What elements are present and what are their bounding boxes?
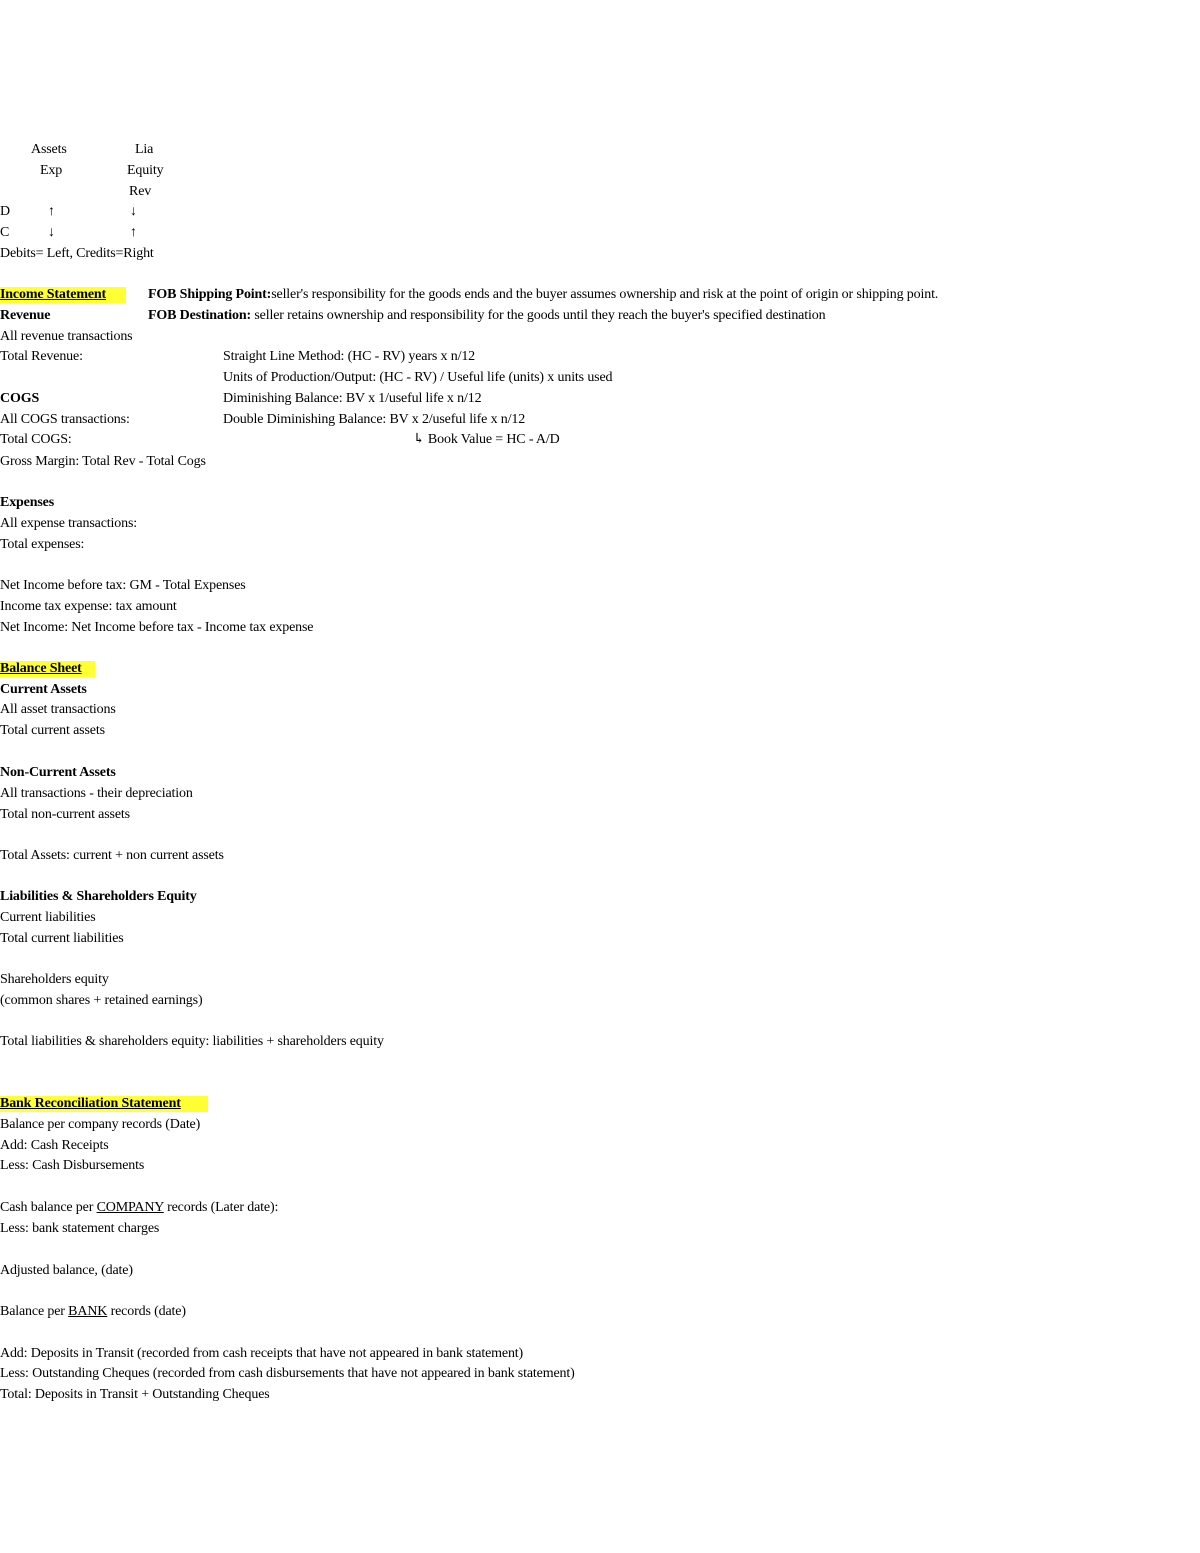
- depreciation-double-diminishing: Double Diminishing Balance: BV x 2/useful life x n/12: [223, 412, 526, 427]
- total-current-liabilities: Total current liabilities: [0, 931, 124, 946]
- net-income: Net Income: Net Income before tax - Income tax expense: [0, 620, 314, 635]
- tchart-assets-label: Assets: [31, 142, 67, 157]
- tchart-lia-label: Lia: [135, 142, 154, 157]
- tchart-rule: Debits= Left, Credits=Right: [0, 246, 154, 261]
- tchart-debit-lia-arrow: ↓: [130, 204, 137, 219]
- total-revenue: Total Revenue:: [0, 349, 83, 364]
- add-deposits-in-transit: Add: Deposits in Transit (recorded from cash receipts that have not appeared in bank statement): [0, 1346, 524, 1361]
- total-assets: Total Assets: current + non current assets: [0, 848, 224, 863]
- revenue-heading: Revenue: [0, 308, 51, 323]
- cogs-heading: COGS: [0, 391, 40, 406]
- expenses-heading: Expenses: [0, 495, 55, 510]
- non-current-assets-heading: Non-Current Assets: [0, 765, 116, 780]
- balance-bank-prefix: Balance per: [0, 1304, 69, 1319]
- cogs-items: All COGS transactions:: [0, 412, 130, 427]
- fob-destination: [148, 308, 825, 324]
- balance-sheet-heading: Balance Sheet: [0, 661, 82, 676]
- fob-destination-text: seller retains ownership and responsibility for the goods until they reach the buyer's specified destination: [254, 308, 826, 323]
- depreciation-units-of-production: Units of Production/Output: (HC - RV) / Useful life (units) x units used: [223, 370, 613, 385]
- balance-bank-suffix: records (date): [107, 1304, 186, 1319]
- tchart-exp-label: Exp: [40, 163, 63, 178]
- income-tax-expense: Income tax expense: tax amount: [0, 599, 177, 614]
- company-word: COMPANY: [96, 1200, 164, 1215]
- less-cash-disbursements: Less: Cash Disbursements: [0, 1158, 145, 1173]
- adjusted-balance: Adjusted balance, (date): [0, 1263, 133, 1278]
- tchart-credit-lia-arrow: ↑: [130, 225, 137, 240]
- tchart-rev-label: Rev: [129, 184, 152, 199]
- tchart-credit-label: C: [0, 225, 10, 240]
- tchart-debit-label: D: [0, 204, 10, 219]
- fob-shipping-point: [148, 287, 938, 303]
- total-current-assets: Total current assets: [0, 723, 105, 738]
- depreciation-book-value: ↳ Book Value = HC - A/D: [413, 432, 560, 447]
- tchart-credit-assets-arrow: ↓: [48, 225, 55, 240]
- total-liabilities-equity: Total liabilities & shareholders equity: liabilities + shareholders equity: [0, 1034, 384, 1049]
- current-liabilities: Current liabilities: [0, 910, 96, 925]
- non-current-assets-items: All transactions - their depreciation: [0, 786, 193, 801]
- current-assets-heading: Current Assets: [0, 682, 87, 697]
- balance-per-bank: [0, 1304, 186, 1320]
- tchart-equity-label: Equity: [127, 163, 164, 178]
- less-bank-charges: Less: bank statement charges: [0, 1221, 160, 1236]
- fob-destination-label: FOB Destination:: [148, 308, 251, 323]
- current-assets-items: All asset transactions: [0, 702, 116, 717]
- cash-balance-per-company: [0, 1200, 278, 1216]
- total-cogs: Total COGS:: [0, 432, 72, 447]
- tchart-debit-assets-arrow: ↑: [48, 204, 55, 219]
- expense-items: All expense transactions:: [0, 516, 137, 531]
- total-deposits-outstanding: Total: Deposits in Transit + Outstanding Cheques: [0, 1387, 270, 1402]
- gross-margin: Gross Margin: Total Rev - Total Cogs: [0, 454, 206, 469]
- depreciation-diminishing-balance: Diminishing Balance: BV x 1/useful life x n/12: [223, 391, 482, 406]
- cash-balance-suffix: records (Later date):: [163, 1200, 279, 1215]
- net-income-before-tax: Net Income before tax: GM - Total Expenses: [0, 578, 246, 593]
- balance-per-company: Balance per company records (Date): [0, 1117, 201, 1132]
- fob-shipping-point-text: seller's responsibility for the goods ends and the buyer assumes ownership and risk at the point of origin or shipping point.: [271, 287, 939, 302]
- equity-components: (common shares + retained earnings): [0, 993, 203, 1008]
- depreciation-straight-line: Straight Line Method: (HC - RV) years x n/12: [223, 349, 476, 364]
- liabilities-equity-heading: Liabilities & Shareholders Equity: [0, 889, 197, 904]
- bank-word: BANK: [68, 1304, 108, 1319]
- bank-rec-heading: Bank Reconciliation Statement: [0, 1096, 181, 1111]
- income-statement-heading: Income Statement: [0, 287, 107, 302]
- shareholders-equity: Shareholders equity: [0, 972, 109, 987]
- revenue-items: All revenue transactions: [0, 329, 133, 344]
- fob-shipping-point-label: FOB Shipping Point:: [148, 287, 272, 302]
- less-outstanding-cheques: Less: Outstanding Cheques (recorded from cash disbursements that have not appeared in bank statement): [0, 1366, 575, 1381]
- total-non-current-assets: Total non-current assets: [0, 807, 130, 822]
- total-expenses: Total expenses:: [0, 537, 85, 552]
- cash-balance-prefix: Cash balance per: [0, 1200, 97, 1215]
- add-cash-receipts: Add: Cash Receipts: [0, 1138, 109, 1153]
